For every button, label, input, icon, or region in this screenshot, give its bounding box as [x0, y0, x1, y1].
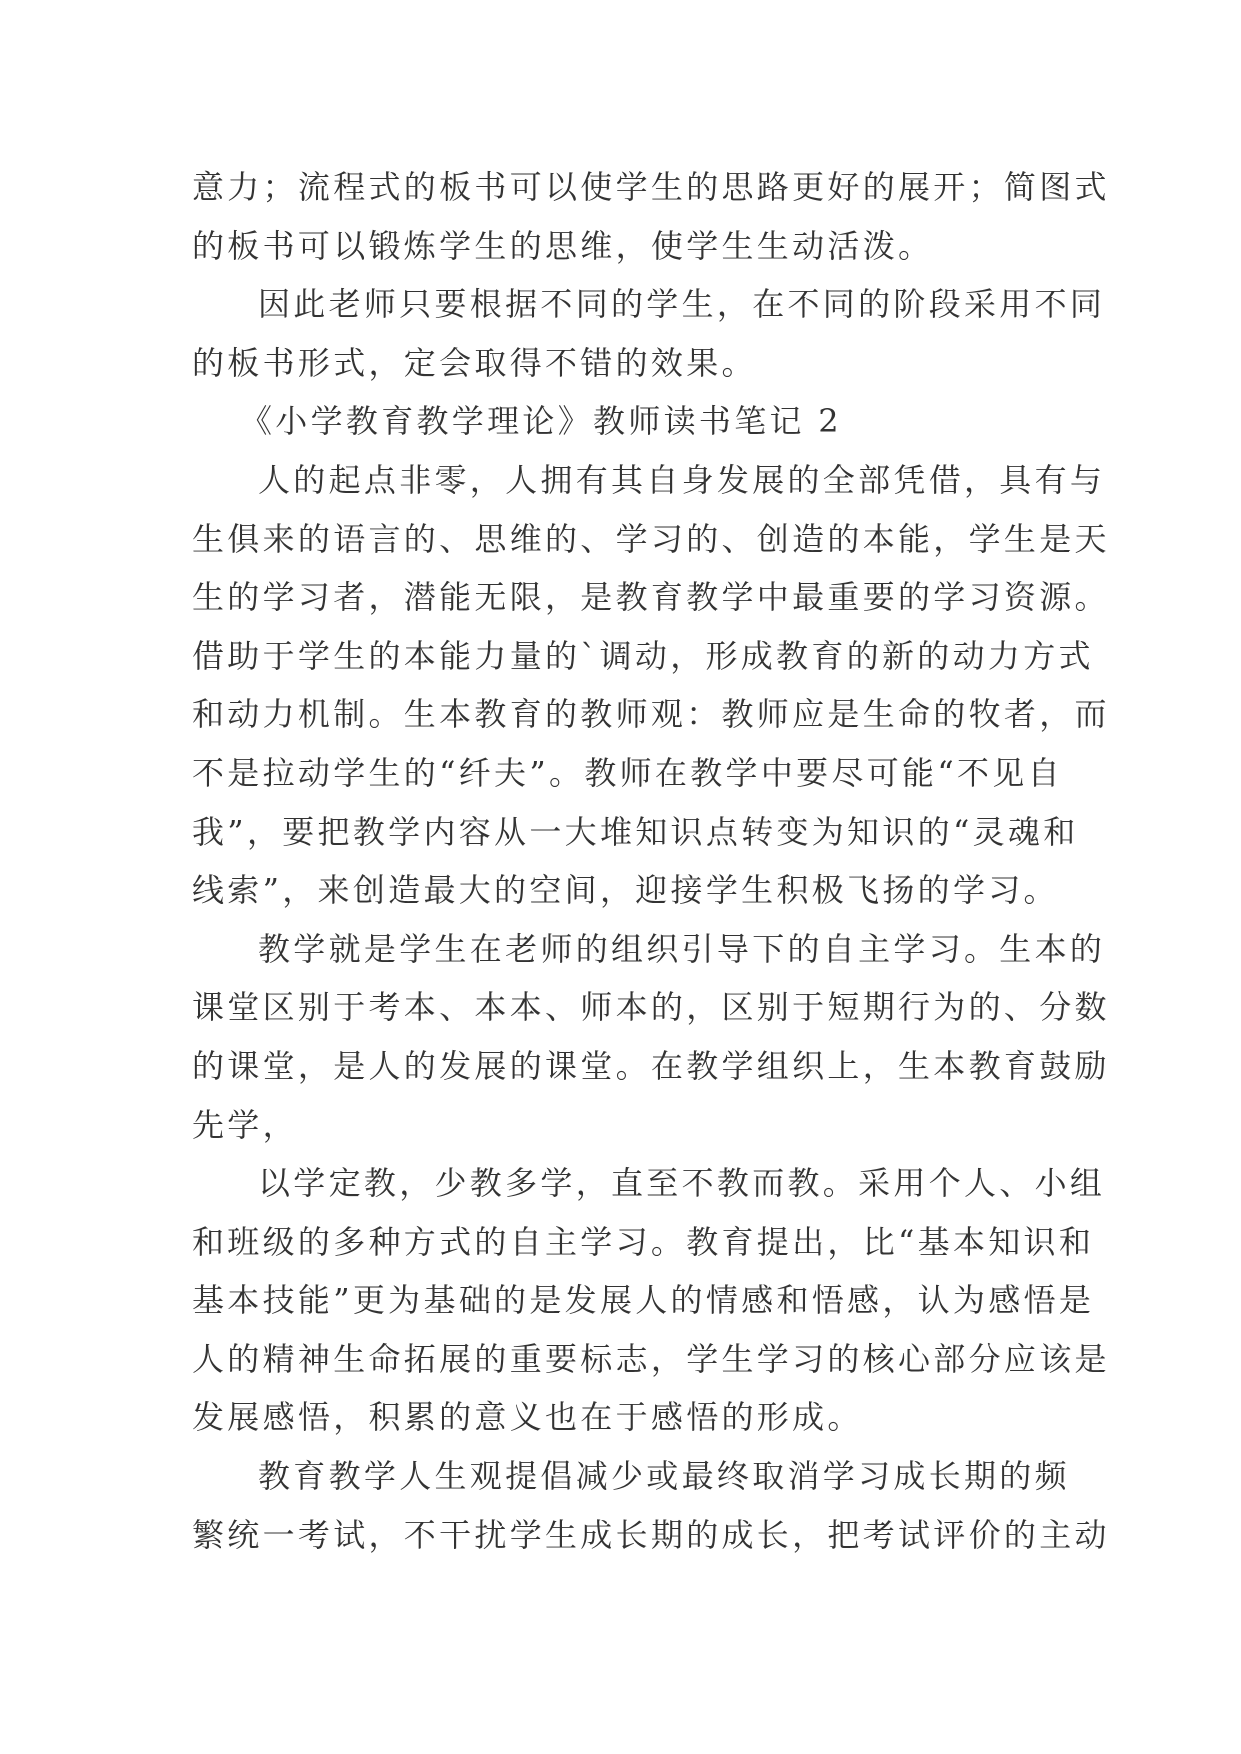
text-line: 先学， [192, 1105, 298, 1144]
paragraph-start-line: 人的起点非零，人拥有其自身发展的全部凭借，具有与 [258, 460, 1106, 499]
text-line: 繁统一考试，不干扰学生成长期的成长，把考试评价的主动 [192, 1515, 1110, 1554]
text-line: 和动力机制。生本教育的教师观：教师应是生命的牧者，而 [192, 695, 1110, 734]
text-line: 的板书可以锻炼学生的思维，使学生生动活泼。 [192, 226, 934, 265]
text-line: 我”，要把教学内容从一大堆知识点转变为知识的“灵魂和 [192, 812, 1079, 851]
paragraph-start-line: 以学定教，少教多学，直至不教而教。采用个人、小组 [258, 1164, 1106, 1203]
text-line: 借助于学生的本能力量的`调动，形成教育的新的动力方式 [192, 636, 1094, 675]
body-text [192, 158, 1110, 1564]
text-line: 和班级的多种方式的自主学习。教育提出，比“基本知识和 [192, 1222, 1095, 1261]
text-line: 的板书形式，定会取得不错的效果。 [192, 343, 757, 382]
text-line: 线索”，来创造最大的空间，迎接学生积极飞扬的学习。 [192, 871, 1059, 910]
section-title: 《小学教育教学理论》教师读书笔记 2 [240, 402, 842, 441]
text-line: 基本技能”更为基础的是发展人的情感和悟感，认为感悟是 [192, 1281, 1095, 1320]
text-line: 不是拉动学生的“纤夫”。教师在教学中要尽可能“不见自 [192, 753, 1063, 792]
paragraph-start-line: 教学就是学生在老师的组织引导下的自主学习。生本的 [258, 929, 1106, 968]
text-line: 生的学习者，潜能无限，是教育教学中最重要的学习资源。 [192, 578, 1110, 617]
text-line: 发展感悟，积累的意义也在于感悟的形成。 [192, 1398, 863, 1437]
text-line: 意力；流程式的板书可以使学生的思路更好的展开；简图式 [192, 168, 1110, 206]
text-line: 课堂区别于考本、本本、师本的，区别于短期行为的、分数 [192, 988, 1110, 1027]
text-line: 人的精神生命拓展的重要标志，学生学习的核心部分应该是 [192, 1339, 1110, 1378]
paragraph-start-line: 因此老师只要根据不同的学生，在不同的阶段采用不同 [258, 285, 1106, 324]
paragraph-start-line: 教育教学人生观提倡减少或最终取消学习成长期的频 [258, 1457, 1070, 1496]
text-line: 的课堂，是人的发展的课堂。在教学组织上，生本教育鼓励 [192, 1046, 1110, 1085]
text-line: 生俱来的语言的、思维的、学习的、创造的本能，学生是天 [192, 519, 1110, 558]
